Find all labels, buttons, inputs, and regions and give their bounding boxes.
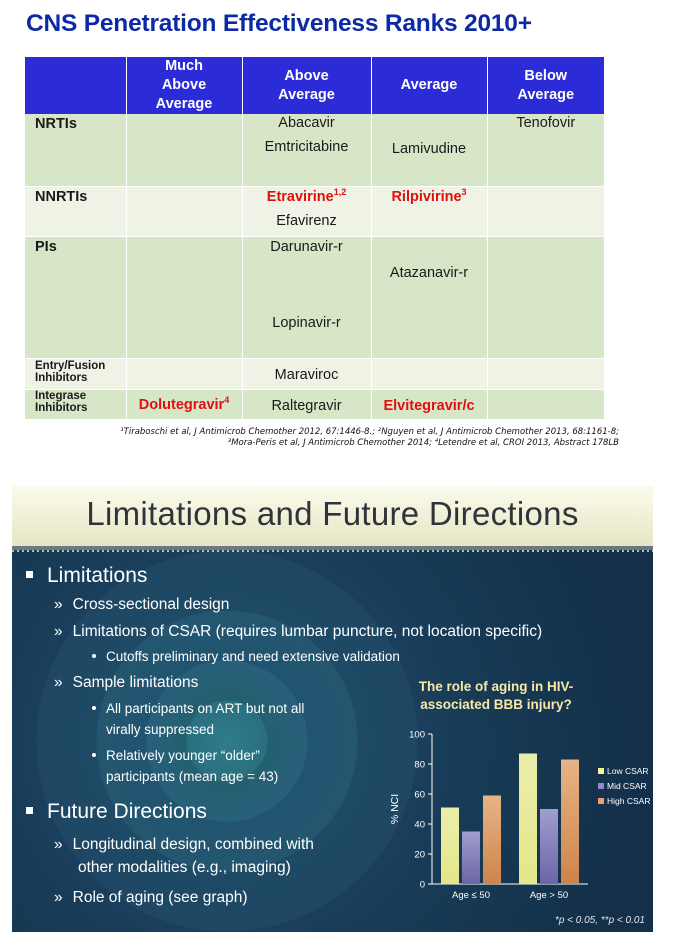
citation-line-2: ³Mora-Peris et al, J Antimicrob Chemother 2014; ⁴Letendre et al, CROI 2013, Abstract 178LB [227, 438, 619, 448]
y-tick-label: 0 [419, 879, 425, 891]
drug-maraviroc: Maraviroc [274, 366, 339, 383]
drug-elvitegravir [372, 398, 487, 414]
chevron-bullet-icon: » [54, 674, 63, 691]
bullet-longitudinal-cont: other modalities (e.g., imaging) [78, 859, 291, 876]
drug-dolutegravir-name: Dolutegravir [138, 396, 225, 413]
bullet-younger [92, 748, 260, 763]
cell-nnrtis-below [487, 186, 604, 236]
cell-entry-below [487, 358, 604, 389]
bullet-cutoffs [92, 649, 400, 664]
bullet-cross-sectional [54, 596, 229, 614]
cell-integrase-above [242, 389, 371, 419]
chevron-bullet-icon: » [54, 623, 63, 640]
row-label-pis: PIs [25, 236, 126, 358]
x-tick-label: Age ≤ 50 [452, 890, 490, 901]
y-tick-label: 20 [414, 849, 425, 861]
y-tick-label: 80 [414, 759, 425, 771]
chevron-bullet-icon: » [54, 596, 63, 613]
row-label-integrase: Integrase Inhibitors [25, 389, 126, 419]
y-tick-label: 100 [409, 729, 425, 741]
header-above [242, 57, 371, 114]
legend-swatch [598, 783, 604, 789]
cell-nnrtis-much [126, 186, 242, 236]
row-label-entry: Entry/Fusion Inhibitors [25, 358, 126, 389]
bullet-aging-text: Role of aging (see graph) [72, 889, 248, 906]
bullet-csar-limits-text: Limitations of CSAR (requires lumbar puncture, not location specific) [72, 623, 543, 640]
header-much-above [126, 57, 242, 114]
chart-title: The role of aging in HIV-associated BBB injury? [418, 679, 574, 712]
cell-entry-above [242, 358, 371, 389]
bullet-limitations-text: Limitations [47, 564, 148, 587]
cell-nrtis-above [242, 114, 371, 186]
cell-integrase-much [126, 389, 242, 419]
bar-low-csar-0 [441, 808, 459, 885]
row-label-nnrtis: NNRTIs [25, 186, 126, 236]
legend-label: High CSAR [607, 796, 651, 806]
bar-high-csar-1 [561, 760, 579, 885]
bullet-aging [54, 889, 248, 907]
slide2-title: Limitations and Future Directions [86, 495, 579, 532]
header-much-above-label: Much Above Average [155, 58, 213, 112]
dot-bullet-icon [92, 654, 96, 658]
drug-atazanavir: Atazanavir-r [389, 264, 469, 281]
cell-pis-average [371, 236, 487, 358]
footnote-ref-rilpivirine: 3 [461, 186, 467, 197]
legend-swatch [598, 768, 604, 774]
legend-swatch [598, 798, 604, 804]
cns-rank-table [25, 57, 604, 420]
bullet-limitations [26, 564, 147, 588]
aging-bar-chart [376, 724, 651, 916]
drug-efavirenz: Efavirenz [276, 212, 337, 229]
bullet-future-text: Future Directions [47, 800, 207, 823]
bullet-younger-text-1: Relatively younger “older” [106, 748, 260, 763]
citations [120, 427, 619, 449]
cell-pis-above [242, 236, 371, 358]
drug-emtricitabine: Emtricitabine [264, 139, 349, 155]
drug-raltegravir: Raltegravir [271, 397, 342, 414]
bullet-longitudinal-text-1: Longitudinal design, combined with [72, 836, 314, 853]
bullet-longitudinal [54, 836, 314, 854]
citation-line-1: ¹Tiraboschi et al, J Antimicrob Chemother 2012, 67:1446-8.; ²Nguyen et al, J Antimicrob Chemother 2013, 68:1161-8; [120, 427, 619, 437]
p-value-note: *p < 0.05, **p < 0.01 [554, 915, 645, 926]
footnote-ref-etravirine: 1,2 [333, 186, 347, 197]
table-row-entry [25, 358, 604, 389]
drug-elvitegravir-name: Elvitegravir/c [383, 397, 475, 414]
bullet-cutoffs-text: Cutoffs preliminary and need extensive validation [106, 649, 400, 664]
header-below [487, 57, 604, 114]
header-below-label: Below Average [517, 67, 575, 103]
bullet-younger-cont: participants (mean age = 43) [106, 769, 279, 784]
bullet-csar-limits [54, 623, 542, 641]
cell-entry-much [126, 358, 242, 389]
table-row-nnrtis [25, 186, 604, 236]
drug-rilpivirine [372, 186, 487, 205]
bullet-art-cont: virally suppressed [106, 722, 215, 737]
cell-nrtis-much [126, 114, 242, 186]
cell-nrtis-below [487, 114, 604, 186]
header-average: Average [371, 57, 487, 114]
square-bullet-icon [26, 571, 33, 578]
drug-darunavir: Darunavir-r [270, 238, 343, 255]
cell-entry-average [371, 358, 487, 389]
bullet-art [92, 701, 304, 716]
y-axis-label: % NCI [389, 793, 401, 825]
bar-low-csar-1 [519, 754, 537, 885]
chart-plot-area [389, 730, 650, 902]
header-blank [25, 57, 126, 114]
legend-label: Mid CSAR [607, 781, 647, 791]
cell-integrase-below [487, 389, 604, 419]
bar-mid-csar-0 [462, 832, 480, 885]
drug-tenofovir: Tenofovir [516, 115, 576, 131]
cell-integrase-average [371, 389, 487, 419]
table-header-row [25, 57, 604, 114]
dotted-divider [12, 550, 653, 552]
bar-high-csar-0 [483, 796, 501, 885]
square-bullet-icon [26, 807, 33, 814]
row-label-nrtis: NRTIs [25, 114, 126, 186]
bullet-sample-limits-text: Sample limitations [72, 674, 199, 691]
cell-nrtis-average [371, 114, 487, 186]
drug-dolutegravir [127, 394, 242, 413]
slide1-title: CNS Penetration Effectiveness Ranks 2010+ [26, 10, 532, 37]
footnote-ref-dolutegravir: 4 [224, 394, 230, 405]
cell-pis-below [487, 236, 604, 358]
dot-bullet-icon [92, 753, 96, 757]
drug-abacavir: Abacavir [278, 115, 335, 131]
drug-etravirine [243, 186, 371, 205]
header-above-label: Above Average [278, 67, 335, 103]
table-row-integrase [25, 389, 604, 419]
slide2 [12, 486, 653, 932]
drug-etravirine-name: Etravirine [266, 188, 334, 205]
legend-label: Low CSAR [607, 766, 649, 776]
cell-nnrtis-average [371, 186, 487, 236]
x-tick-label: Age > 50 [529, 890, 569, 901]
drug-lopinavir: Lopinavir-r [272, 314, 341, 331]
chevron-bullet-icon: » [54, 836, 63, 853]
chevron-bullet-icon: » [54, 889, 63, 906]
y-tick-label: 40 [414, 819, 425, 831]
bullet-future [26, 800, 207, 824]
drug-rilpivirine-name: Rilpivirine [391, 188, 462, 205]
bullet-art-text-1: All participants on ART but not all [106, 701, 305, 716]
bullet-cross-sectional-text: Cross-sectional design [72, 596, 230, 613]
cell-pis-much [126, 236, 242, 358]
dot-bullet-icon [92, 706, 96, 710]
y-tick-label: 60 [414, 789, 425, 801]
bullet-sample-limits [54, 674, 198, 692]
table-row-nrtis [25, 114, 604, 186]
drug-lamivudine: Lamivudine [391, 141, 467, 157]
bar-mid-csar-1 [540, 809, 558, 884]
cell-nnrtis-above [242, 186, 371, 236]
table-row-pis [25, 236, 604, 358]
